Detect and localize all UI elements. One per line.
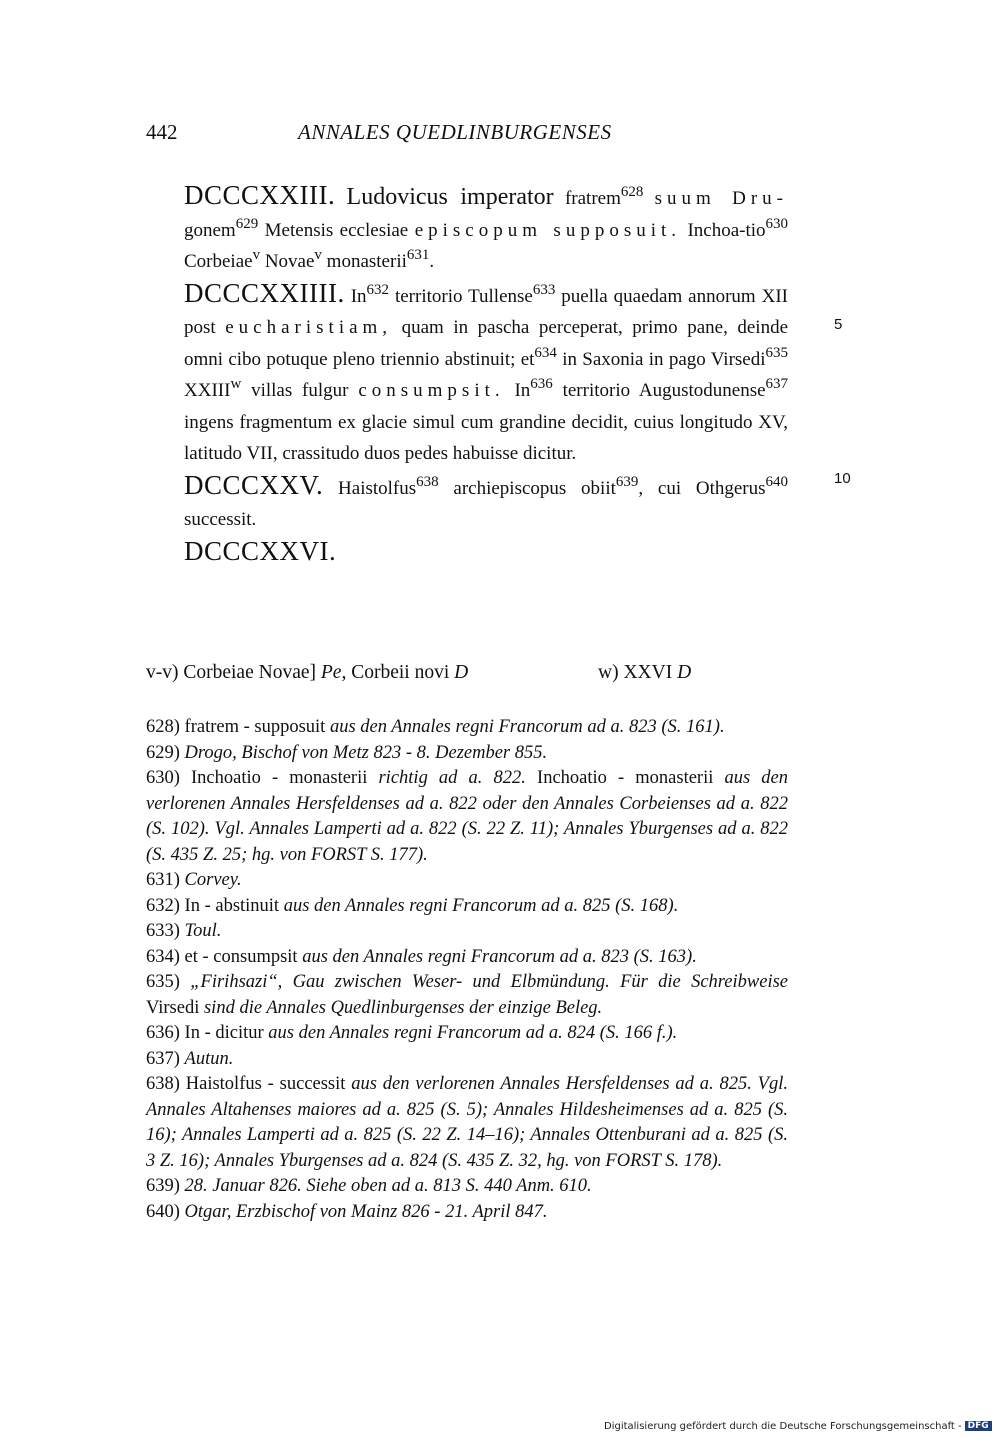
text-span: 634) et - consumpsit bbox=[146, 946, 298, 967]
text-span: . bbox=[429, 251, 435, 272]
footnote bbox=[146, 970, 788, 1021]
italic-text: aus den Annales regni Francorum ad a. 825 (S. 168). bbox=[283, 895, 679, 916]
footnote-ref: 634 bbox=[534, 344, 557, 361]
text-span: successit. bbox=[184, 509, 257, 530]
italic-text: aus den verlorenen Annales Hersfeldenses ad a. 822 oder den Annales Corbeienses ad a. 822 (S. 102). Vgl. Annales Lamperti ad a. 822 (S. 22 Z. 11); Annales Yburgenses ad a. 822 (S. 435 Z. 25; hg. von FORST S. 177). bbox=[146, 768, 789, 865]
footnote-ref: 635 bbox=[765, 344, 789, 361]
footnote bbox=[146, 1200, 788, 1226]
credit-text: Digitalisierung gefördert durch die Deutsche Forschungsgemeinschaft - bbox=[604, 1421, 962, 1432]
footnote bbox=[146, 1072, 788, 1174]
entry-825 bbox=[146, 470, 788, 536]
dfg-logo: DFG bbox=[965, 1421, 992, 1431]
footnote-ref: 628 bbox=[620, 184, 644, 200]
footnote-ref: 629 bbox=[235, 215, 259, 232]
siglum: D bbox=[454, 662, 469, 683]
text-span: Novae bbox=[264, 251, 315, 272]
text-span: monasterii bbox=[326, 251, 407, 272]
text-span: archiepiscopus obiit bbox=[453, 477, 616, 499]
year-heading: DCCCXXVI. bbox=[184, 535, 337, 566]
italic-text: aus den Annales regni Francorum ad a. 824 (S. 166 f.). bbox=[268, 1023, 678, 1043]
text-span: quam in pascha perceperat, primo pane, deinde omni cibo potuque pleno triennio abstinuit; et bbox=[184, 317, 789, 370]
spaced-text: consumpsit. bbox=[358, 380, 505, 401]
page-number: 442 bbox=[146, 120, 178, 144]
variant-ref: w bbox=[230, 376, 242, 392]
siglum: Pe, bbox=[320, 662, 347, 683]
text-span: fratrem bbox=[564, 188, 621, 209]
annals-text bbox=[146, 180, 788, 570]
text-span: 638) Haistolfus - successit bbox=[146, 1074, 346, 1094]
text-span: 635) bbox=[146, 972, 180, 992]
footnote bbox=[146, 1047, 788, 1073]
text-span: , cui Othgerus bbox=[638, 477, 766, 499]
text-span: ingens fragmentum ex glacie simul cum grandine decidit, cuius longitudo XV, latitudo VII, crassitudo duos pedes habuisse dicitur. bbox=[184, 411, 788, 464]
footnote bbox=[146, 741, 788, 767]
text-span: v-v) Corbeiae Novae] bbox=[146, 662, 317, 683]
text-span: Inchoatio - monasterii bbox=[537, 768, 714, 788]
footnote bbox=[146, 868, 788, 894]
variant-ref: v bbox=[252, 247, 261, 263]
text-span: Corbeiae bbox=[184, 251, 253, 272]
text-span: in Saxonia in pago Virsedi bbox=[562, 348, 766, 370]
text-span: 631) bbox=[146, 870, 180, 890]
text-span: territorio Tullense bbox=[394, 285, 533, 307]
entry-823 bbox=[146, 180, 788, 278]
text-span: 633) bbox=[146, 921, 180, 941]
italic-text: „Firihsazi“, Gau zwischen Weser- und Elbmündung. Für die Schreibweise bbox=[190, 972, 789, 992]
spaced-text: suum Dru- bbox=[654, 188, 788, 209]
line-number: 5 bbox=[834, 316, 843, 333]
text-span: 637) bbox=[146, 1048, 180, 1069]
text-span: XXIII bbox=[184, 380, 231, 401]
year-heading: DCCCXXIIII. bbox=[184, 277, 345, 308]
text-span: Haistolfus bbox=[338, 477, 417, 499]
italic-text: Autun. bbox=[184, 1048, 234, 1069]
apparatus-note bbox=[146, 662, 468, 684]
italic-text: aus den Annales regni Francorum ad a. 823 (S. 161). bbox=[329, 717, 725, 737]
text-span: Ludovicus imperator bbox=[346, 184, 554, 210]
footnote bbox=[146, 894, 788, 920]
footnote bbox=[146, 919, 788, 945]
footnote-ref: 640 bbox=[765, 473, 789, 490]
text-span: villas fulgur bbox=[251, 380, 349, 401]
footnote bbox=[146, 715, 788, 741]
text-span: Virsedi bbox=[146, 997, 200, 1018]
footnote-ref: 638 bbox=[416, 473, 439, 490]
italic-text: 28. Januar 826. Siehe oben ad a. 813 S. 440 Anm. 610. bbox=[184, 1176, 592, 1196]
footnote-ref: 630 bbox=[765, 215, 789, 232]
text-span: Inchoa-tio bbox=[687, 219, 766, 241]
text-span: In bbox=[350, 285, 367, 307]
italic-text: aus den Annales regni Francorum ad a. 823 (S. 163). bbox=[302, 946, 697, 967]
footnote-ref: 632 bbox=[366, 281, 390, 298]
footnote-ref: 633 bbox=[532, 281, 556, 298]
italic-text: Corvey. bbox=[184, 870, 242, 890]
text-span: Metensis ecclesiae bbox=[264, 219, 409, 241]
text-span: gonem bbox=[184, 219, 236, 241]
year-heading: DCCCXXV. bbox=[184, 469, 324, 500]
variant-ref: v bbox=[314, 247, 322, 263]
footnote bbox=[146, 945, 788, 971]
italic-text: aus den verlorenen Annales Hersfeldenses ad a. 825. Vgl. Annales Altahenses maiores ad a. 825 (S. 5); Annales Hildesheimenses ad a. 825 (S. 16); Annales Lamperti ad a. 825 (S. 22 Z. 14–16); Annales Ottenburani ad a. 825 (S. 3 Z. 16); Annales Yburgenses ad a. 824 (S. 435 Z. 32, hg. von FORST S. 178). bbox=[146, 1074, 788, 1171]
italic-text: Toul. bbox=[184, 921, 222, 941]
spaced-text: episcopum supposuit. bbox=[414, 219, 682, 241]
text-span: In bbox=[514, 380, 531, 401]
text-span: Corbeii novi bbox=[351, 662, 450, 683]
line-number: 10 bbox=[834, 470, 851, 487]
footnote-ref: 636 bbox=[530, 376, 553, 392]
italic-text: Drogo, Bischof von Metz 823 - 8. Dezember 855. bbox=[184, 742, 548, 763]
footnote bbox=[146, 1021, 788, 1047]
apparatus-note bbox=[598, 662, 691, 684]
running-title: ANNALES QUEDLINBURGENSES bbox=[298, 120, 612, 144]
text-span: 629) bbox=[146, 742, 180, 763]
footnote-ref: 631 bbox=[406, 247, 430, 263]
text-span: 632) In - abstinuit bbox=[146, 895, 280, 916]
italic-text: richtig ad a. 822. bbox=[378, 768, 526, 788]
spaced-text: eucharistiam, bbox=[225, 317, 393, 338]
text-span: territorio Augustodunense bbox=[562, 380, 766, 401]
page-header bbox=[146, 120, 786, 150]
siglum: D bbox=[677, 662, 692, 683]
footnote-ref: 639 bbox=[615, 473, 639, 490]
text-span: 636) In - dicitur bbox=[146, 1023, 264, 1043]
italic-text: Otgar, Erzbischof von Mainz 826 - 21. April 847. bbox=[184, 1201, 548, 1222]
italic-text: sind die Annales Quedlinburgenses der einzige Beleg. bbox=[203, 997, 603, 1018]
text-span: 639) bbox=[146, 1176, 180, 1196]
text-span: 628) fratrem - supposuit bbox=[146, 717, 326, 737]
text-span: w) XXVI bbox=[598, 662, 673, 683]
digitization-credit bbox=[604, 1421, 992, 1432]
text-span: 640) bbox=[146, 1201, 180, 1222]
footnote bbox=[146, 766, 788, 868]
entry-824 bbox=[146, 278, 788, 470]
entry-826 bbox=[146, 536, 788, 571]
text-span: puella quaedam annorum XII post bbox=[184, 285, 789, 338]
footnote bbox=[146, 1174, 788, 1200]
text-span: 630) Inchoatio - monasterii bbox=[146, 768, 368, 788]
year-heading: DCCCXXIII. bbox=[184, 180, 336, 210]
footnotes bbox=[146, 715, 788, 1225]
footnote-ref: 637 bbox=[765, 376, 789, 392]
